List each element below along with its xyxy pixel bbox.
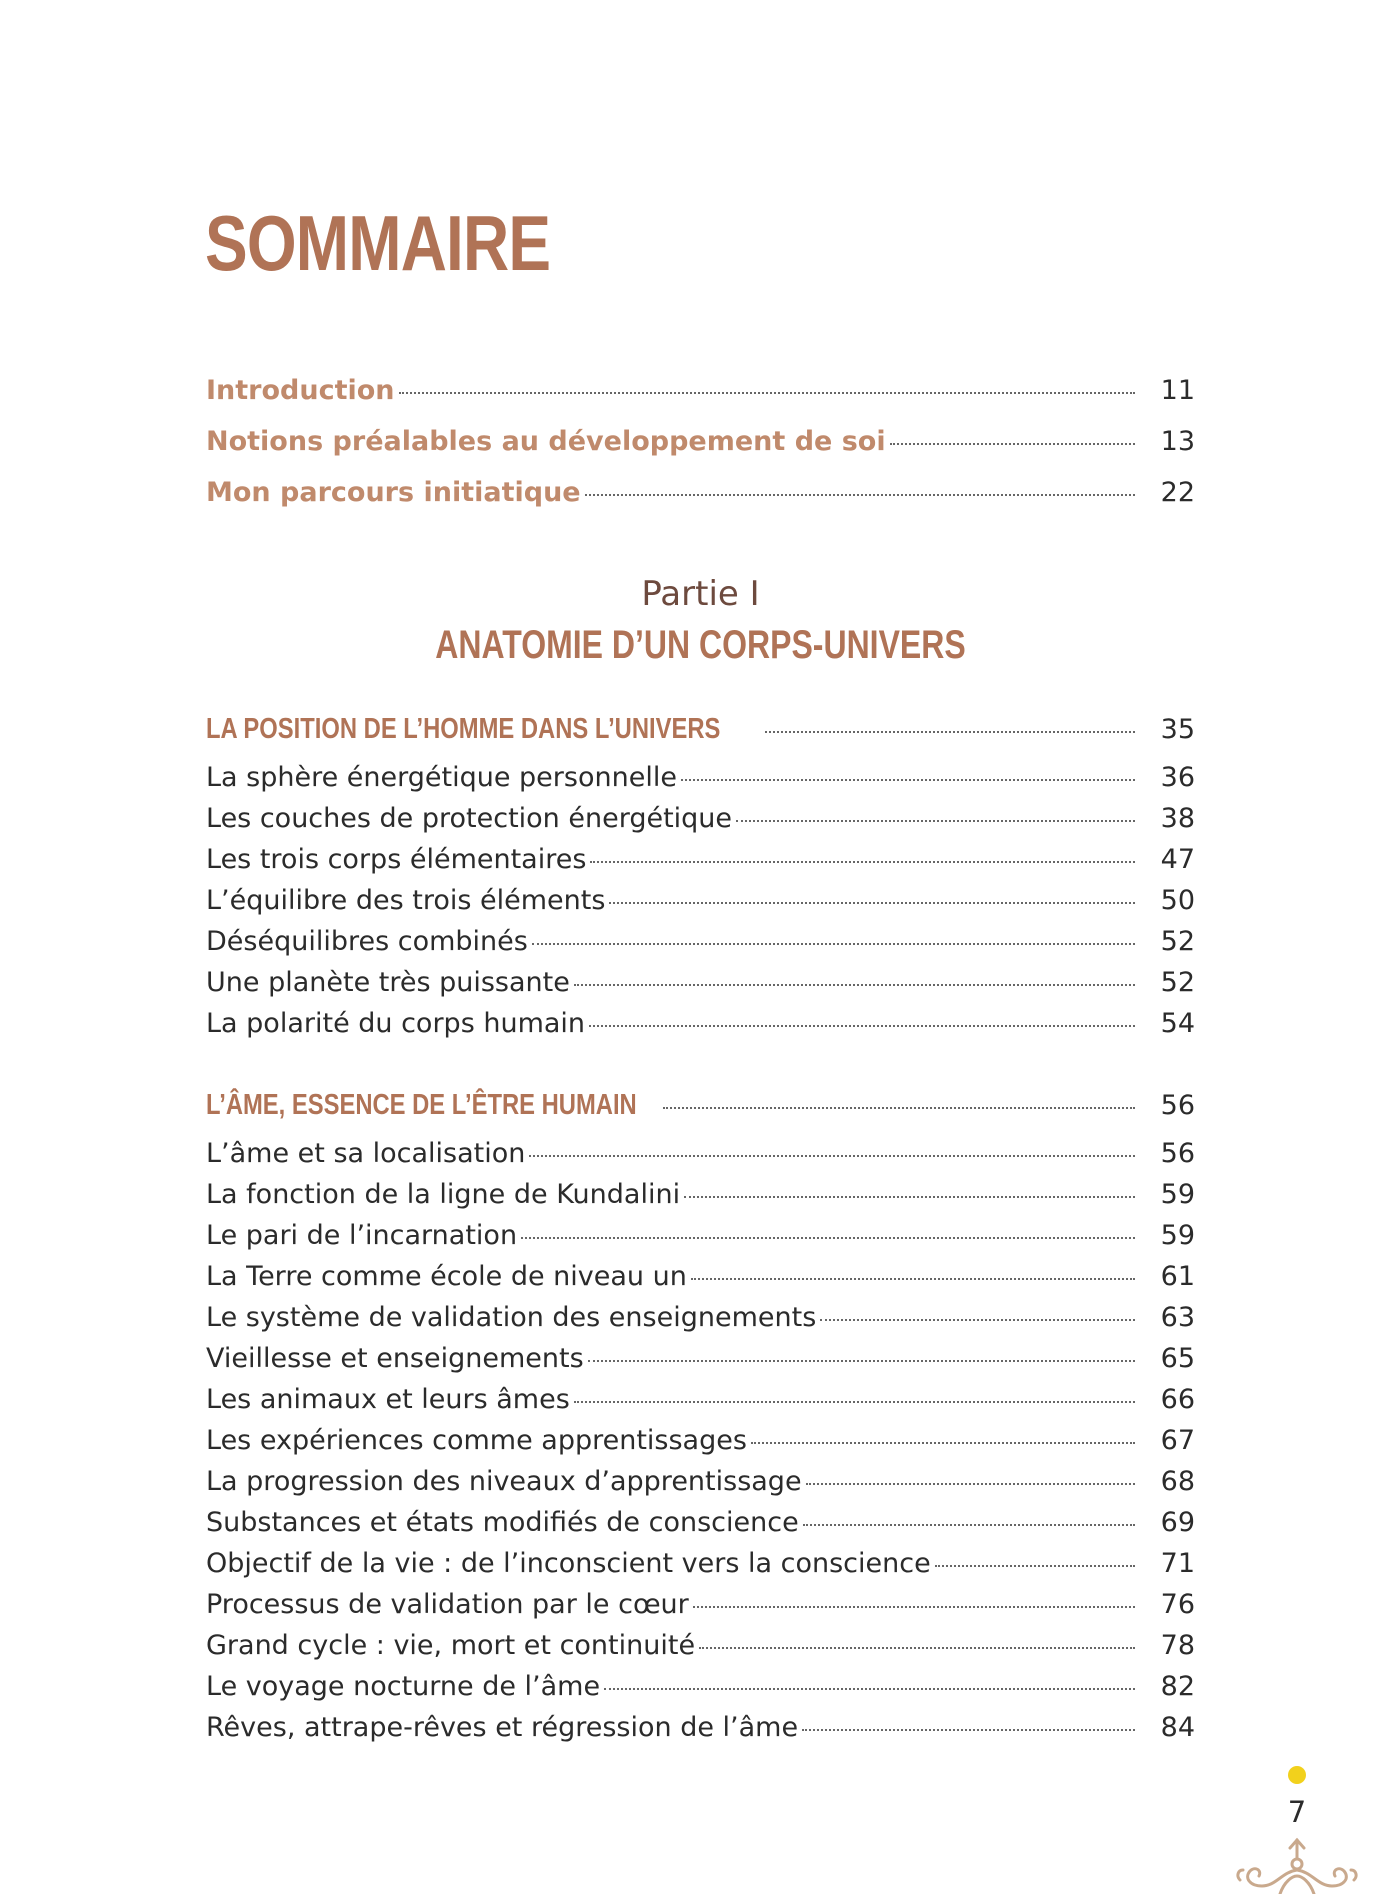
leader-dots [529,1155,1135,1157]
toc-entry-label: Processus de validation par le cœur [206,1589,689,1620]
toc-entry-page: 52 [1160,926,1195,957]
leader-dots [736,820,1135,822]
toc-entry[interactable] [206,802,1195,843]
leader-dots [532,943,1135,945]
toc-entry[interactable] [206,1342,1195,1383]
leader-dots [820,1319,1135,1321]
toc-entry-label: Mon parcours initiatique [206,477,581,508]
toc-entry-label: Rêves, attrape-rêves et régression de l’âme [206,1712,799,1743]
section-heading-page: 35 [1160,714,1195,745]
toc-entry-label: Le voyage nocturne de l’âme [206,1671,601,1702]
toc-entry-page: 50 [1160,885,1195,916]
leader-dots [604,1688,1135,1690]
leader-dots [590,861,1135,863]
page-number: 7 [1287,1795,1307,1829]
toc-entry[interactable] [206,1178,1195,1219]
toc-entry-page: 38 [1160,803,1195,834]
leader-dots [585,494,1135,496]
toc-entry-label: Notions préalables au développement de soi [206,426,886,457]
toc-entry-label: Les couches de protection énergétique [206,803,733,834]
toc-entry-label: Objectif de la vie : de l’inconscient vers la conscience [206,1548,931,1579]
leader-dots [589,1025,1135,1027]
leader-dots [574,1401,1135,1403]
toc-entry[interactable] [206,843,1195,884]
toc-entry-page: 84 [1160,1712,1195,1743]
toc-entry-label: Le pari de l’incarnation [206,1220,518,1251]
section-heading[interactable] [206,1088,1195,1129]
toc-entry-label: L’équilibre des trois éléments [206,885,606,916]
toc-entry-page: 68 [1160,1466,1195,1497]
section-heading-page: 56 [1160,1090,1195,1121]
toc-entry-page: 69 [1160,1507,1195,1538]
toc-entry-page: 59 [1160,1179,1195,1210]
toc-entry-page: 66 [1160,1384,1195,1415]
leader-dots [751,1442,1135,1444]
leader-dots [574,984,1135,986]
toc-entry-page: 71 [1160,1548,1195,1579]
toc-entry[interactable] [206,1219,1195,1260]
leader-dots [691,1278,1135,1280]
intro-toc [206,374,1195,527]
toc-entry-label: Le système de validation des enseignements [206,1302,817,1333]
leader-dots [663,1107,1135,1109]
toc-entry-page: 76 [1160,1589,1195,1620]
toc-entry-label: Introduction [206,375,395,406]
toc-entry[interactable] [206,1711,1195,1752]
toc-entry[interactable] [206,925,1195,966]
toc-entry[interactable] [206,1588,1195,1629]
toc-entry-page: 65 [1160,1343,1195,1374]
flourish-ornament-icon [1232,1836,1362,1894]
toc-entry[interactable] [206,966,1195,1007]
page-title: SOMMAIRE [205,199,551,287]
toc-entry-label: Vieillesse et enseignements [206,1343,584,1374]
toc-entry-page: 11 [1160,375,1195,406]
toc-entry[interactable] [206,1629,1195,1670]
toc-entry-notions[interactable] [206,425,1195,476]
toc-entry[interactable] [206,1260,1195,1301]
toc-entry-page: 59 [1160,1220,1195,1251]
toc-entry-label: La progression des niveaux d’apprentissage [206,1466,802,1497]
leader-dots [693,1606,1135,1608]
leader-dots [681,779,1135,781]
toc-entry-label: La fonction de la ligne de Kundalini [206,1179,681,1210]
toc-entry[interactable] [206,1547,1195,1588]
toc-entry-label: Déséquilibres combinés [206,926,528,957]
toc-entry-parcours[interactable] [206,476,1195,527]
toc-entry-introduction[interactable] [206,374,1195,425]
leader-dots [699,1647,1135,1649]
toc-entry-label: Les expériences comme apprentissages [206,1425,747,1456]
section-2-toc [206,1088,1195,1752]
leader-dots [802,1729,1135,1731]
toc-entry-page: 36 [1160,762,1195,793]
section-heading[interactable] [206,712,1195,753]
toc-entry[interactable] [206,1383,1195,1424]
leader-dots [935,1565,1135,1567]
toc-entry[interactable] [206,1506,1195,1547]
toc-entry-page: 22 [1160,477,1195,508]
part-title: ANATOMIE D’UN CORPS-UNIVERS [435,623,966,667]
section-heading-label: LA POSITION DE L’HOMME DANS L’UNIVERS [206,713,721,745]
toc-entry-label: Une planète très puissante [206,967,570,998]
section-heading-label: L’ÂME, ESSENCE DE L’ÊTRE HUMAIN [206,1089,637,1121]
toc-entry-label: La Terre comme école de niveau un [206,1261,687,1292]
leader-dots [521,1237,1135,1239]
toc-entry-page: 82 [1160,1671,1195,1702]
leader-dots [890,443,1135,445]
toc-entry[interactable] [206,1465,1195,1506]
toc-entry-page: 56 [1160,1138,1195,1169]
toc-entry-page: 78 [1160,1630,1195,1661]
leader-dots [684,1196,1135,1198]
toc-entry[interactable] [206,1670,1195,1711]
toc-entry[interactable] [206,1301,1195,1342]
leader-dots [609,902,1135,904]
toc-entry-label: Grand cycle : vie, mort et continuité [206,1630,696,1661]
toc-entry[interactable] [206,1137,1195,1178]
toc-entry-page: 54 [1160,1008,1195,1039]
toc-entry-page: 61 [1160,1261,1195,1292]
toc-entry-page: 67 [1160,1425,1195,1456]
toc-entry-page: 52 [1160,967,1195,998]
leader-dots [765,731,1135,733]
toc-entry-label: Substances et états modifiés de conscience [206,1507,799,1538]
part-heading [206,572,1195,668]
toc-entry-label: La sphère énergétique personnelle [206,762,677,793]
leader-dots [399,392,1135,394]
page-marker-dot [1288,1766,1306,1784]
toc-entry-label: Les trois corps élémentaires [206,844,587,875]
toc-entry[interactable] [206,1424,1195,1465]
toc-entry-page: 47 [1160,844,1195,875]
leader-dots [803,1524,1135,1526]
toc-entry-page: 63 [1160,1302,1195,1333]
part-label: Partie I [641,574,760,614]
section-1-toc [206,712,1195,1048]
toc-entry[interactable] [206,761,1195,802]
toc-entry-label: L’âme et sa localisation [206,1138,526,1169]
toc-entry[interactable] [206,1007,1195,1048]
toc-entry[interactable] [206,884,1195,925]
leader-dots [806,1483,1135,1485]
leader-dots [588,1360,1135,1362]
toc-entry-label: Les animaux et leurs âmes [206,1384,570,1415]
toc-entry-page: 13 [1160,426,1195,457]
toc-entry-label: La polarité du corps humain [206,1008,586,1039]
